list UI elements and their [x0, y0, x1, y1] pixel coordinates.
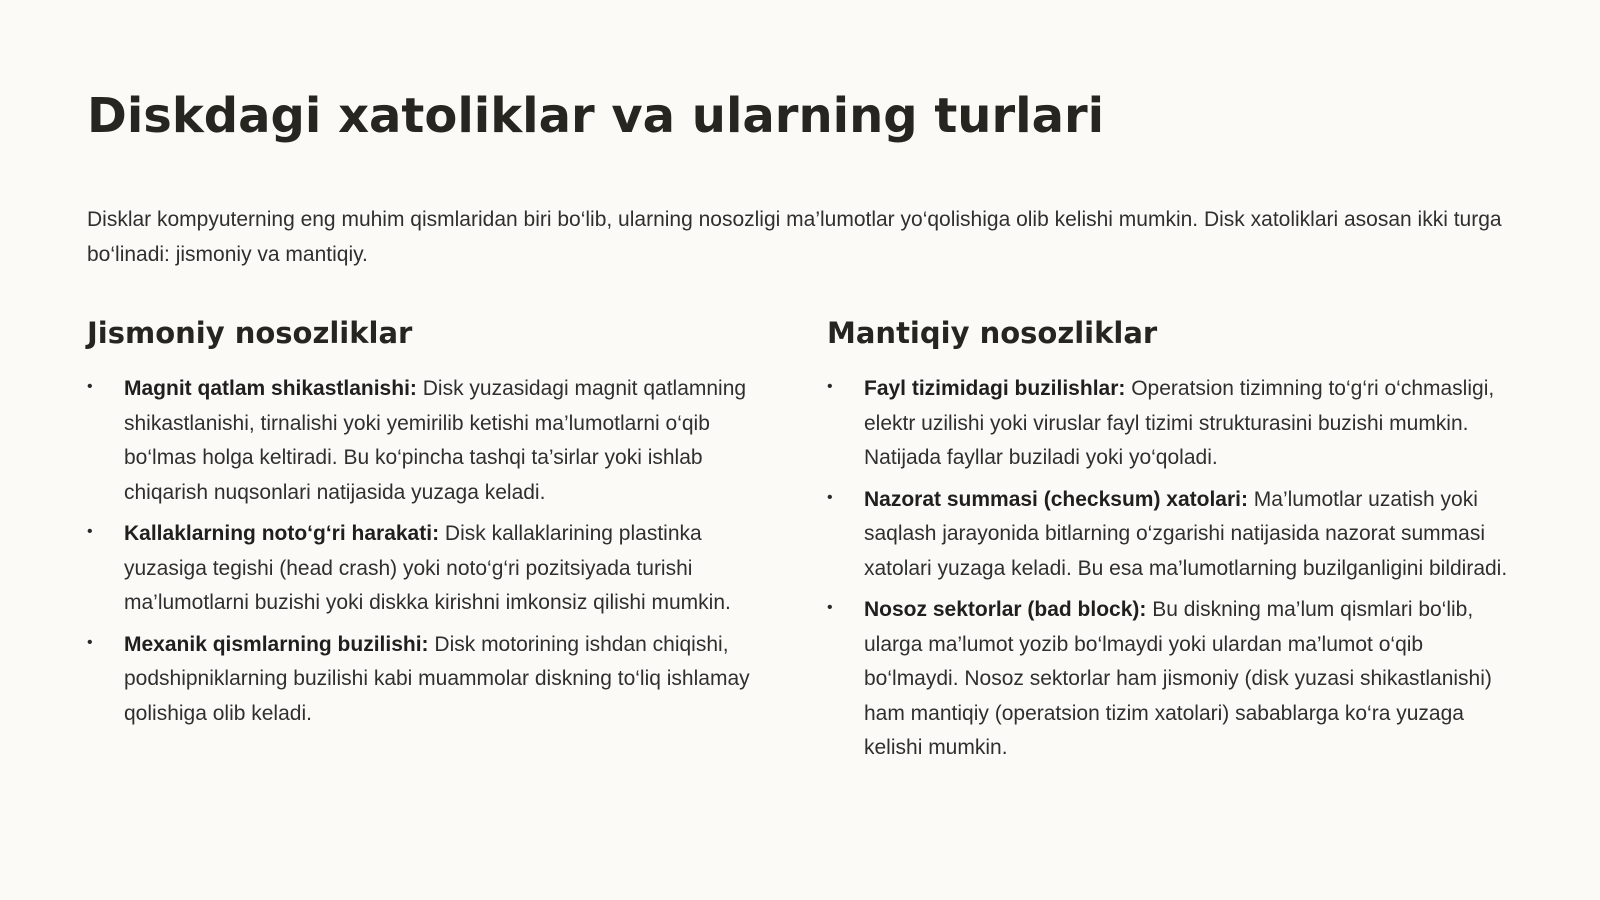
item-term: Nosoz sektorlar (bad block): — [864, 598, 1147, 621]
item-term: Nazorat summasi (checksum) xatolari: — [864, 487, 1248, 511]
list-item — [827, 483, 1517, 587]
bullet-icon: • — [827, 599, 833, 616]
list-item — [87, 372, 777, 510]
item-text: Operatsion tizimning to‘g‘ri o‘chmasligi, elektr uzilishi yoki viruslar fayl tizimi strukturasini buzishi mumkin. Natijada fayllar buziladi yoki yo‘qoladi. — [864, 377, 1495, 469]
item-term: Mexanik qismlarning buzilishi: — [124, 632, 429, 656]
logical-faults-heading: Mantiqiy nosozliklar — [827, 316, 1158, 350]
bullet-icon: • — [827, 488, 833, 506]
bullet-icon: • — [87, 378, 93, 395]
item-text: Disk kallaklarining plastinka yuzasiga tegishi (head crash) yoki noto‘g‘ri pozitsiyada turishi ma’lumotlarni buzishi yoki diskka kirishni imkonsiz qilishi mumkin. — [124, 522, 731, 614]
logical-faults-list — [827, 372, 1517, 766]
list-item — [827, 593, 1517, 766]
bullet-icon: • — [87, 523, 93, 540]
page-title: Diskdagi xatoliklar va ularning turlari — [87, 88, 1105, 144]
list-item — [87, 517, 777, 621]
item-text: Disk motorining ishdan chiqishi, podshipniklarning buzilishi kabi muammolar diskning to‘liq ishlamay qolishiga olib keladi. — [124, 632, 750, 725]
item-text: Disk yuzasidagi magnit qatlamning shikastlanishi, tirnalishi yoki yemirilib ketishi ma’lumotlarni o‘qib bo‘lmas holga keltiradi. Bu ko‘pincha tashqi ta’sirlar yoki ishlab chiqarish nuqsonlari natijasida yuzaga keladi. — [124, 377, 747, 504]
physical-faults-list — [87, 372, 777, 731]
item-term: Fayl tizimidagi buzilishlar: — [864, 377, 1126, 400]
list-item — [87, 628, 777, 732]
bullet-icon: • — [87, 633, 93, 651]
bullet-icon: • — [827, 378, 833, 395]
item-term: Magnit qatlam shikastlanishi: — [124, 377, 417, 400]
logical-faults-column — [827, 316, 1517, 773]
intro-paragraph: Disklar kompyuterning eng muhim qismlaridan biri bo‘lib, ularning nosozligi ma’lumotlar yo‘qolishiga olib kelishi mumkin. Disk xatoliklari asosan ikki turga bo‘linadi: jismoniy va mantiqiy. — [87, 208, 1502, 266]
item-term: Kallaklarning noto‘g‘ri harakati: — [124, 522, 440, 545]
physical-faults-heading: Jismoniy nosozliklar — [87, 316, 413, 350]
list-item — [827, 372, 1517, 476]
item-text: Bu diskning ma’lum qismlari bo‘lib, ularga ma’lumot yozib bo‘lmaydi yoki ulardan ma’lumot o‘qib bo‘lmaydi. Nosoz sektorlar ham jismoniy (disk yuzasi shikastlanishi) ham mantiqiy (operatsion tizim xatolari) sabablarga ko‘ra yuzaga kelishi mumkin. — [864, 598, 1492, 759]
item-text: Ma’lumotlar uzatish yoki saqlash jarayonida bitlarning o‘zgarishi natijasida nazorat summasi xatolari yuzaga keladi. Bu esa ma’lumotlarning buzilganligini bildiradi. — [864, 487, 1508, 580]
physical-faults-column — [87, 316, 777, 738]
